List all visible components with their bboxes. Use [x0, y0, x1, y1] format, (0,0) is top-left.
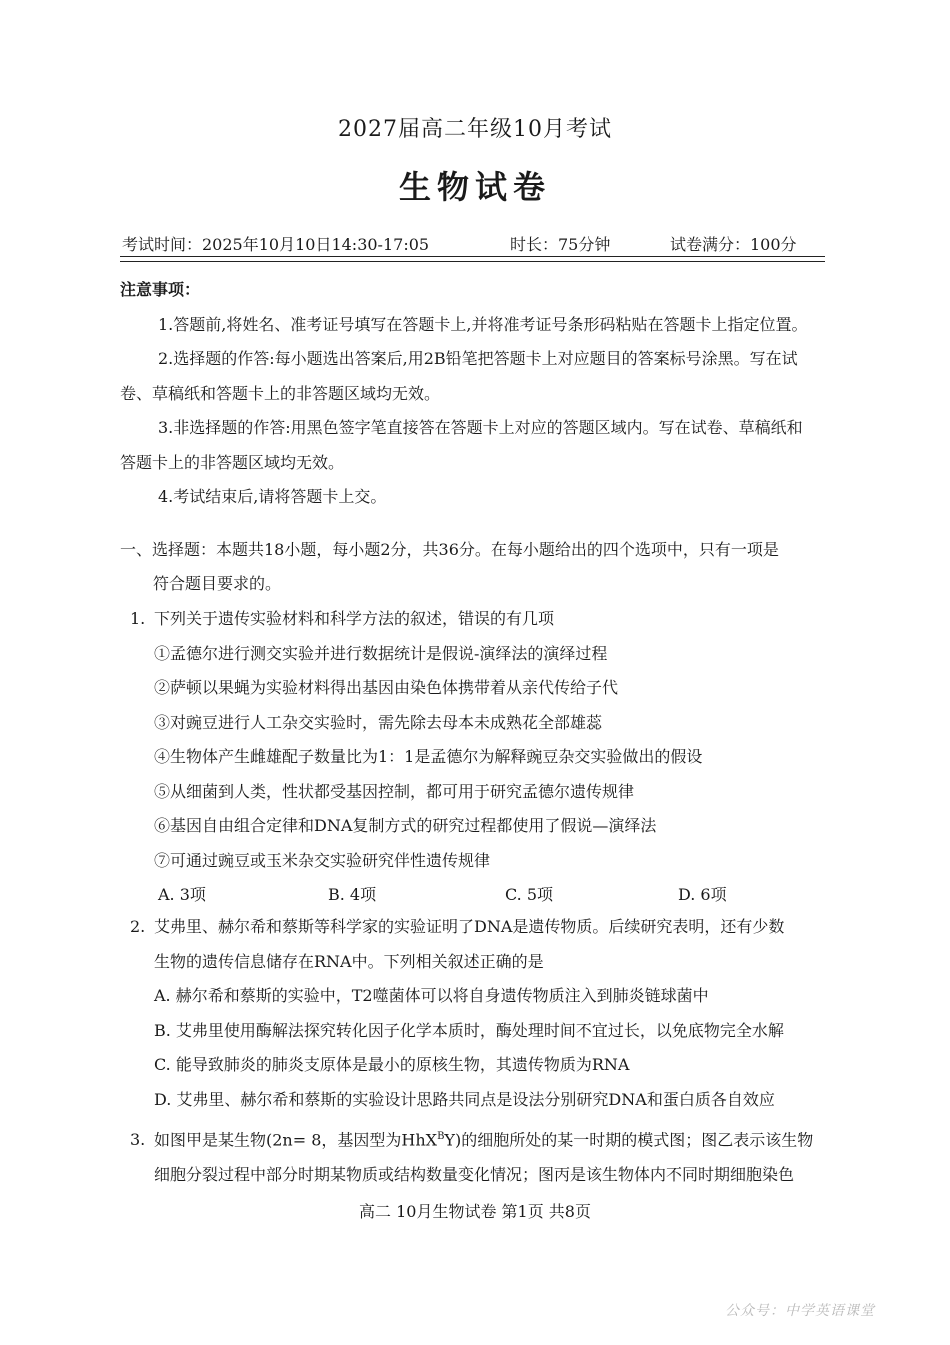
option-a: A. 3项	[158, 885, 206, 904]
notes-item: 3.非选择题的作答:用黑色签字笔直接答在答题卡上对应的答题区域内。写在试卷、草稿纸和	[158, 418, 803, 437]
superscript: B	[437, 1131, 445, 1142]
exam-time: 考试时间：2025年10月10日14:30-17:05	[122, 235, 430, 254]
section-heading-line: 一、选择题：本题共18小题，每小题2分，共36分。在每小题给出的四个选项中，只有一项是	[120, 540, 779, 559]
question-statement: ②萨顿以果蝇为实验材料得出基因由染色体携带着从亲代传给子代	[154, 678, 619, 697]
question-number: 2.	[130, 917, 146, 936]
question-1	[120, 602, 880, 912]
section-heading-line: 符合题目要求的。	[153, 574, 282, 593]
question-stem-tail: Y)的细胞所处的某一时期的模式图；图乙表示该生物	[444, 1130, 814, 1150]
notes-item: 4.考试结束后,请将答题卡上交。	[158, 487, 387, 506]
question-stem-cont: 细胞分裂过程中部分时期某物质或结构数量变化情况；图丙是该生物体内不同时期细胞染色	[154, 1164, 795, 1184]
notes-item-cont: 卷、草稿纸和答题卡上的非答题区域均无效。	[120, 383, 441, 403]
divider-line	[120, 256, 825, 257]
notes-item-cont: 答题卡上的非答题区域均无效。	[120, 452, 345, 472]
divider-line	[120, 261, 825, 262]
options-row	[120, 878, 880, 912]
question-number: 1.	[130, 609, 146, 628]
question-statement: ④生物体产生雌雄配子数量比为1：1是孟德尔为解释豌豆杂交实验做出的假设	[154, 747, 703, 766]
exam-title: 2027届高二年级10月考试	[338, 117, 612, 142]
question-statement: ①孟德尔进行测交实验并进行数据统计是假说-演绎法的演绎过程	[154, 643, 608, 663]
question-statement: ⑤从细菌到人类，性状都受基因控制，都可用于研究孟德尔遗传规律	[154, 781, 635, 801]
exam-full-score: 试卷满分：100分	[670, 235, 797, 254]
question-stem: 下列关于遗传实验材料和科学方法的叙述，错误的有几项	[154, 609, 555, 628]
option-c: C. 5项	[505, 885, 554, 904]
question-statement: ③对豌豆进行人工杂交实验时，需先除去母本未成熟花全部雄蕊	[154, 712, 603, 732]
option-d: D. 艾弗里、赫尔希和蔡斯的实验设计思路共同点是设法分别研究DNA和蛋白质各自效应	[154, 1089, 775, 1109]
question-2	[120, 910, 880, 1117]
question-statement: ⑦可通过豌豆或玉米杂交实验研究伴性遗传规律	[154, 850, 491, 870]
question-stem-cont: 生物的遗传信息储存在RNA中。下列相关叙述正确的是	[154, 951, 544, 971]
section-heading	[120, 533, 860, 601]
option-b: B. 艾弗里使用酶解法探究转化因子化学本质时，酶处理时间不宜过长，以免底物完全水解	[154, 1020, 784, 1040]
exam-duration: 时长：75分钟	[510, 235, 611, 254]
notes-title: 注意事项：	[120, 280, 201, 299]
question-stem: 如图甲是某生物(2n= 8，基因型为HhX	[154, 1130, 438, 1150]
question-number: 3.	[130, 1130, 146, 1150]
watermark: 公众号：中学英语课堂	[725, 1303, 875, 1319]
page-footer: 高二 10月生物试卷 第1页 共8页	[359, 1202, 591, 1221]
option-c: C. 能导致肺炎的肺炎支原体是最小的原核生物，其遗传物质为RNA	[154, 1055, 630, 1074]
question-stem: 艾弗里、赫尔希和蔡斯等科学家的实验证明了DNA是遗传物质。后续研究表明，还有少数	[154, 917, 785, 936]
question-statement: ⑥基因自由组合定律和DNA复制方式的研究过程都使用了假说—演绎法	[154, 816, 657, 835]
option-b: B. 4项	[328, 885, 377, 904]
notes-item: 2.选择题的作答:每小题选出答案后,用2B铅笔把答题卡上对应题目的答案标号涂黑。写在试	[158, 349, 798, 368]
question-3	[120, 1120, 880, 1192]
option-a: A. 赫尔希和蔡斯的实验中，T2噬菌体可以将自身遗传物质注入到肺炎链球菌中	[154, 986, 709, 1005]
subject-title: 生物试卷	[398, 168, 551, 206]
notes-item: 1.答题前,将姓名、准考证号填写在答题卡上,并将准考证号条形码粘贴在答题卡上指定位置。	[158, 314, 808, 334]
notes-block	[120, 273, 840, 515]
option-d: D. 6项	[678, 885, 727, 904]
